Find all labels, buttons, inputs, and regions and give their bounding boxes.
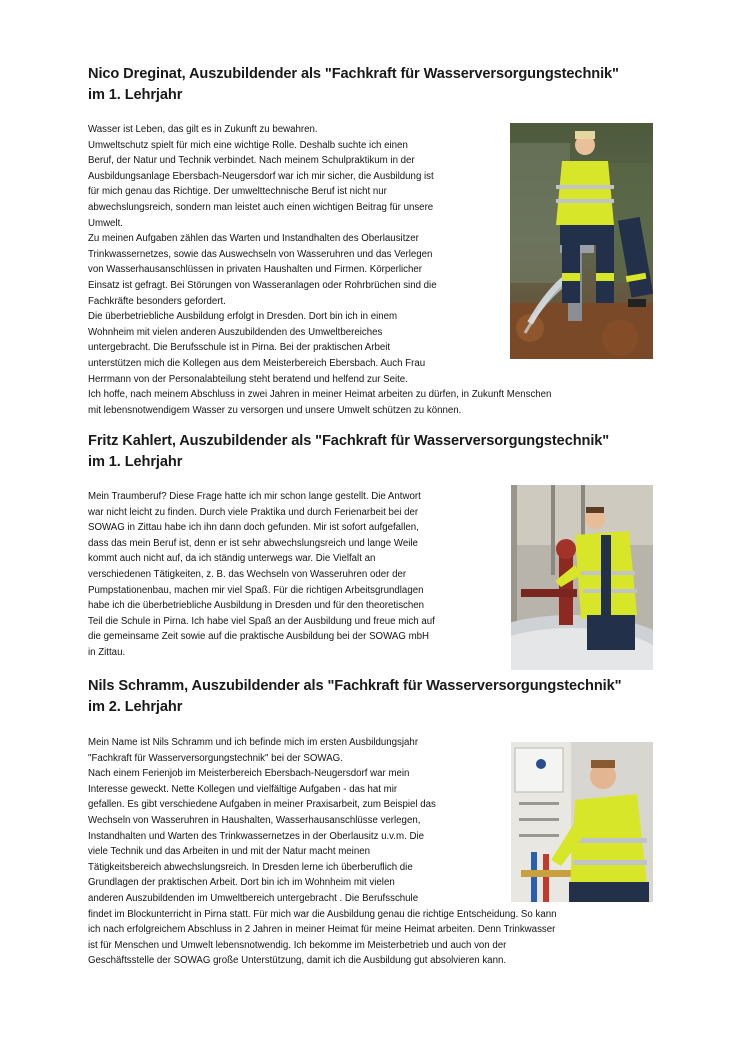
section-2-body <box>88 489 435 661</box>
section-1-line: Umweltschutz spielt für mich eine wichtige Rolle. Deshalb suchte ich einen <box>88 139 408 151</box>
section-2-line: habe ich die überbetriebliche Ausbildung in Dresden und für den theoretischen <box>88 600 425 612</box>
section-2-line: Pumpstationenbau, machen mir viel Spaß. Für die richtigen Arbeitsgrundlagen <box>88 584 424 596</box>
section-1-body <box>88 122 551 418</box>
section-1-line: für mich genau das Richtige. Der umwelttechnische Beruf ist nicht nur <box>88 186 387 198</box>
section-1-line: von Wasserhausanschlüssen in privaten Haushalten und Firmen. Körperlicher <box>88 264 423 276</box>
section-2-line: die gemeinsame Zeit sowie auf die praktische Ausbildung bei der SOWAG mbH <box>88 631 430 643</box>
section-3-line: gefallen. Es gibt verschiedene Aufgaben in meiner Praxisarbeit, zum Beispiel das <box>88 799 436 811</box>
section-3-line: Nach einem Ferienjob im Meisterbereich Ebersbach-Neugersdorf war mein <box>88 768 410 780</box>
section-1-line: untergebracht. Die Berufsschule ist in Pirna. Bei der praktischen Arbeit <box>88 342 391 354</box>
section-1-line: Umwelt. <box>88 217 123 229</box>
section-2-line: war nicht leicht zu finden. Durch viele Praktika und durch Ferienarbeit bei der <box>88 506 419 518</box>
section-2-line: dass das mein Beruf ist, denn er ist sehr abwechslungsreich und lange Weile <box>88 537 418 549</box>
section-1-heading <box>88 64 668 106</box>
section-1-line: abwechslungsreich, sondern man leistet auch einen wichtigen Beitrag für unsere <box>88 201 434 213</box>
section-3-line: ich nach erfolgreichem Abschluss in 2 Jahren in meiner Heimat für meine Heimat arbeiten. Denn Trinkwasser <box>88 924 556 936</box>
section-3-heading-line-1: Nils Schramm, Auszubildender als "Fachkraft für Wasserversorgungstechnik" <box>88 678 622 694</box>
section-3-line: "Fachkraft für Wasserversorgungstechnik" bei der SOWAG. <box>88 752 343 764</box>
section-1-line: Wasser ist Leben, das gilt es in Zukunft zu bewahren. <box>88 124 318 135</box>
section-1-line: Zu meinen Aufgaben zählen das Warten und Instandhalten des Oberlausitzer <box>88 233 419 245</box>
photo-nils-schramm <box>511 742 653 902</box>
section-3-line: viele Technik und das Arbeiten in und mit der Natur macht meinen <box>88 846 370 858</box>
section-1-line: Wohnheim mit vielen anderen Auszubildenden des Umweltbereiches <box>88 326 383 338</box>
section-1-line: Fachkräfte besonders gefordert. <box>88 295 226 307</box>
section-3-line: Grundlagen der praktischen Arbeit. Dort bin ich im Wohnheim mit vielen <box>88 877 395 889</box>
section-1-heading-line-1: Nico Dreginat, Auszubildender als "Fachkraft für Wasserversorgungstechnik" <box>88 66 619 82</box>
section-3-line: ist für Menschen und Umwelt lebensnotwendig. Ich bekomme im Meisterbetrieb und auch von der <box>88 939 507 951</box>
section-2-line: Teil die Schule in Pirna. Ich habe viel Spaß an der Ausbildung und freue mich auf <box>88 615 435 627</box>
section-1-line: Ausbildungsanlage Ebersbach-Neugersdorf war ich mir sicher, die Ausbildung ist <box>88 170 434 182</box>
section-1-line: unterstützen mich die Kollegen aus dem Meisterbereich Ebersbach. Auch Frau <box>88 357 426 369</box>
section-3-line: Mein Name ist Nils Schramm und ich befinde mich im ersten Ausbildungsjahr <box>88 737 419 748</box>
section-2-line: kommt auch nicht auf, da ich ständig unterwegs war. Die Vielfalt an <box>88 553 376 565</box>
section-3-line: Interesse geweckt. Nette Kollegen und vielfältige Aufgaben - das hat mir <box>88 783 398 795</box>
section-1-line: Die überbetriebliche Ausbildung erfolgt in Dresden. Dort bin ich in einem <box>88 311 398 323</box>
section-2-line: in Zittau. <box>88 646 126 658</box>
section-2-line: verschiedenen Tätigkeiten, z. B. das Wechseln von Wasseruhren oder der <box>88 568 407 580</box>
section-3-line: Wechseln von Wasseruhren in Haushalten, Wasserhausanschlüsse verlegen, <box>88 814 421 826</box>
photo-nico-dreginat <box>510 123 653 359</box>
section-1-line: mit lebensnotwendigem Wasser zu versorgen und unsere Umwelt schützen zu können. <box>88 404 462 416</box>
section-2-heading-line-1: Fritz Kahlert, Auszubildender als "Fachkraft für Wasserversorgungstechnik" <box>88 433 610 449</box>
section-3-line: anderen Auszubildenden im Umweltbereich untergebracht . Die Berufsschule <box>88 892 419 904</box>
photo-fritz-kahlert <box>511 485 653 670</box>
section-3-body <box>88 735 556 969</box>
section-2-line: Mein Traumberuf? Diese Frage hatte ich mir schon lange gestellt. Die Antwort <box>88 491 421 502</box>
section-1-line: Beruf, der Natur und Technik verbindet. Nach meinem Schulpraktikum in der <box>88 155 415 167</box>
section-1-line: Trinkwassernetzes, sowie das Auswechseln von Wasseruhren und das Verlegen <box>88 248 433 260</box>
section-1-heading-line-2: im 1. Lehrjahr <box>88 87 183 103</box>
section-3-line: findet im Blockunterricht in Pirna statt. Für mich war die Ausbildung genau die richtige Entscheidung. So kann <box>88 908 557 920</box>
section-3-heading <box>88 676 668 718</box>
section-2-line: SOWAG in Zittau habe ich ihn dann doch gefunden. Mir ist sofort aufgefallen, <box>88 522 419 534</box>
section-2-heading <box>88 431 668 473</box>
section-3-line: Instandhalten und Warten des Trinkwassernetzes in der Oberlausitz u.v.m. Die <box>88 830 424 842</box>
section-1-line: Herrmann von der Personalabteilung steht beratend und helfend zur Seite. <box>88 373 408 385</box>
section-1-line: Einsatz ist gefragt. Bei Störungen von Wasseranlagen oder Rohrbrüchen sind die <box>88 279 437 291</box>
section-3-line: Geschäftsstelle der SOWAG große Unterstützung, damit ich die Ausbildung gut absolvieren kann. <box>88 955 507 967</box>
section-2-heading-line-2: im 1. Lehrjahr <box>88 454 183 470</box>
section-3-line: Tätigkeitsbereich abwechslungsreich. In Dresden lerne ich überberuflich die <box>88 861 413 873</box>
section-3-heading-line-2: im 2. Lehrjahr <box>88 699 183 715</box>
section-1-line: Ich hoffe, nach meinem Abschluss in zwei Jahren in meiner Heimat arbeiten zu dürfen, in Zukunft Menschen <box>88 389 552 401</box>
